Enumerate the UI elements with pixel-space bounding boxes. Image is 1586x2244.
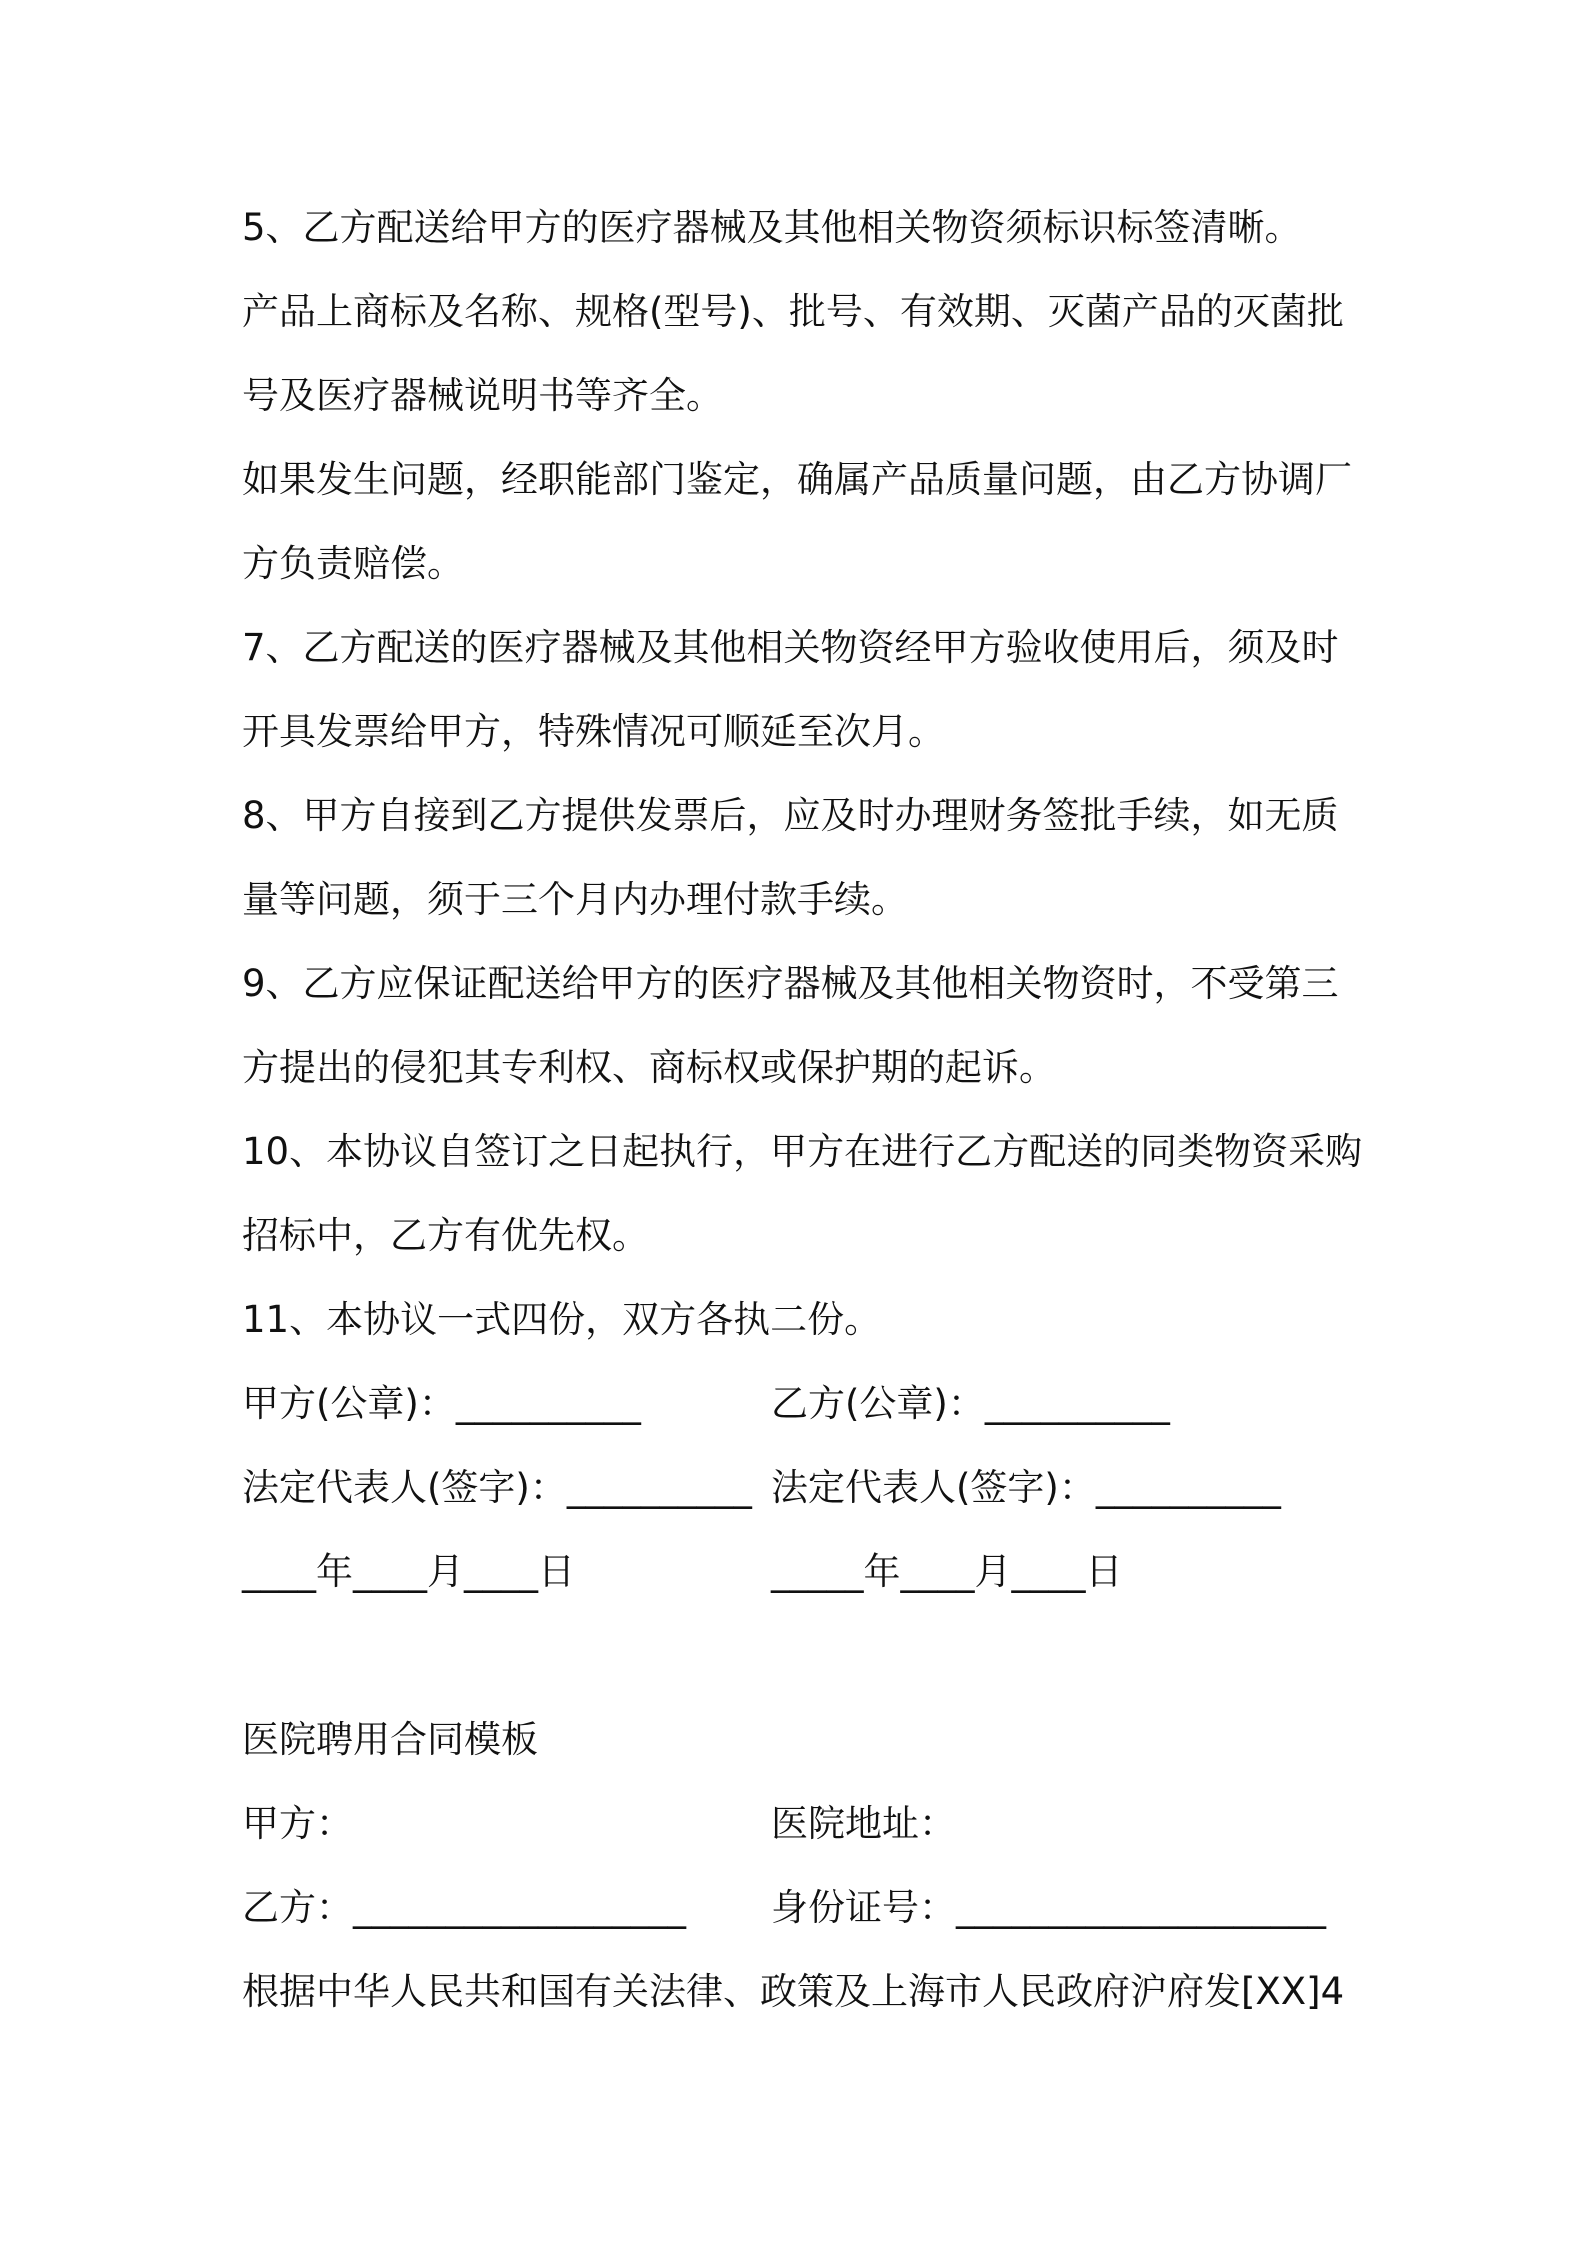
contract-title: 医院聘用合同模板 — [242, 1718, 538, 1761]
clause-5-line-2: 产品上商标及名称、规格(型号)、批号、有效期、灭菌产品的灭菌批 — [242, 290, 1344, 333]
section-spacer — [242, 1614, 1542, 1698]
party-b-date-field: _____年____月____日 — [771, 1550, 1123, 1593]
contract-party-b-row — [242, 1866, 1542, 1950]
party-b-seal-field: 乙方(公章)：__________ — [771, 1382, 1170, 1425]
party-b-representative-field: 法定代表人(签字)：__________ — [771, 1466, 1281, 1509]
clause-8-line-2: 量等问题，须于三个月内办理付款手续。 — [242, 878, 908, 921]
clause-5-line-1: 5、乙方配送给甲方的医疗器械及其他相关物资须标识标签清晰。 — [242, 206, 1302, 249]
contract-party-a-row — [242, 1782, 1542, 1866]
contract-party-b-field: 乙方：__________________ — [242, 1886, 686, 1929]
quality-paragraph-line-2: 方负责赔偿。 — [242, 542, 464, 585]
id-number-field: 身份证号：____________________ — [771, 1886, 1326, 1929]
clause-10-line-1: 10、本协议自签订之日起执行，甲方在进行乙方配送的同类物资采购 — [242, 1130, 1363, 1173]
hospital-address-field: 医院地址： — [771, 1802, 956, 1845]
clause-10-line-2: 招标中，乙方有优先权。 — [242, 1214, 649, 1257]
clause-9-line-2: 方提出的侵犯其专利权、商标权或保护期的起诉。 — [242, 1046, 1056, 1089]
signature-representative-row — [242, 1446, 1542, 1530]
clause-5-line-3: 号及医疗器械说明书等齐全。 — [242, 374, 723, 417]
clause-11-line-1: 11、本协议一式四份，双方各执二份。 — [242, 1298, 882, 1341]
clause-8-line-1: 8、甲方自接到乙方提供发票后，应及时办理财务签批手续，如无质 — [242, 794, 1339, 837]
document-body — [242, 186, 1542, 2034]
contract-preamble: 根据中华人民共和国有关法律、政策及上海市人民政府沪府发[XX]4 — [242, 1970, 1345, 2013]
clause-7-line-2: 开具发票给甲方，特殊情况可顺延至次月。 — [242, 710, 945, 753]
party-a-representative-field: 法定代表人(签字)：__________ — [242, 1466, 752, 1509]
party-a-seal-field: 甲方(公章)：__________ — [242, 1382, 641, 1425]
clause-9-line-1: 9、乙方应保证配送给甲方的医疗器械及其他相关物资时，不受第三 — [242, 962, 1339, 1005]
contract-party-a-field: 甲方： — [242, 1802, 353, 1845]
signature-date-row — [242, 1530, 1542, 1614]
party-a-date-field: ____年____月____日 — [242, 1550, 575, 1593]
signature-seal-row — [242, 1362, 1542, 1446]
clause-7-line-1: 7、乙方配送的医疗器械及其他相关物资经甲方验收使用后，须及时 — [242, 626, 1339, 669]
quality-paragraph-line-1: 如果发生问题，经职能部门鉴定，确属产品质量问题，由乙方协调厂 — [242, 458, 1352, 501]
